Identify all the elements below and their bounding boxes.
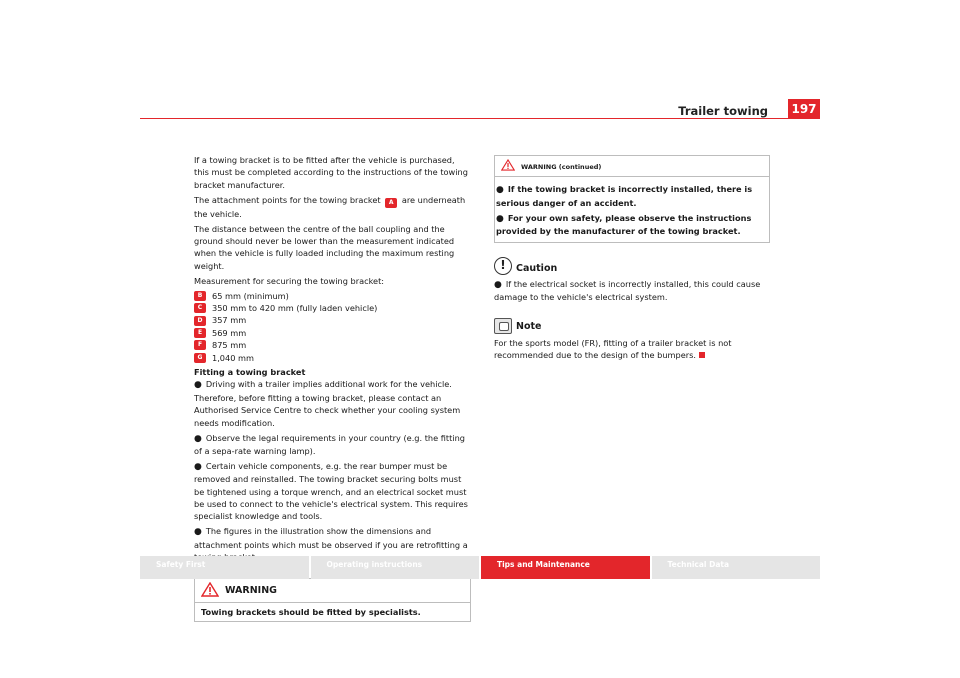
measurement-item xyxy=(194,327,471,339)
measurement-value: 350 mm to 420 mm (fully laden vehicle) xyxy=(212,303,378,314)
tab-technical-data[interactable]: Technical Data xyxy=(652,556,821,579)
tab-operating-instructions[interactable]: Operating instructions xyxy=(311,556,480,579)
bullet-item xyxy=(194,432,471,458)
header-divider xyxy=(140,118,820,119)
footer-nav xyxy=(140,556,820,579)
marker-c: C xyxy=(194,303,206,313)
right-column xyxy=(494,155,770,364)
measurement-value: 569 mm xyxy=(212,327,247,338)
measurement-item xyxy=(194,302,471,314)
warning-continued-header xyxy=(495,156,769,177)
caution-icon: ! xyxy=(494,257,512,275)
warning-continued-body xyxy=(495,177,769,242)
bullet-text: Driving with a trailer implies additional work for the vehicle. Therefore, before fitting a towing bracket, please contact an Authorised Service Centre to check whether your cooling system needs modification. xyxy=(194,379,461,428)
warning-continued-box xyxy=(494,155,770,243)
note-label: Note xyxy=(516,321,542,333)
measurement-item xyxy=(194,339,471,351)
warning-header xyxy=(195,579,470,602)
caution-header xyxy=(494,257,770,275)
bullet-text: Observe the legal requirements in your country (e.g. the fitting of a sepa-rate warning lamp). xyxy=(194,432,465,456)
bullet-item xyxy=(194,378,471,429)
measurement-value: 357 mm xyxy=(212,315,247,326)
bullet-icon: ● xyxy=(194,433,202,444)
note-paragraph xyxy=(494,337,770,362)
bullet-icon: ● xyxy=(194,380,202,391)
attachment-text-post: are underneath the vehicle. xyxy=(194,194,466,219)
intro-paragraph: If a towing bracket is to be fitted after the vehicle is purchased, this must be completed according to the instructions of the towing bracket manufacturer. xyxy=(194,155,468,190)
bullet-text: If the towing bracket is incorrectly installed, there is serious danger of an accident. xyxy=(496,184,753,208)
warning-text: Towing brackets should be fitted by specialists. xyxy=(195,602,470,621)
bullet-text: Certain vehicle components, e.g. the rear bumper must be removed and reinstalled. The towing bracket securing bolts must be tightened using a torque wrench, and an electrical socket must be used to connect to the vehicle's electrical system. This requires specialist knowledge and tools. xyxy=(194,460,468,522)
page-title: Trailer towing xyxy=(678,104,768,118)
marker-b: B xyxy=(194,291,206,301)
bullet-item xyxy=(194,460,471,523)
measurement-title: Measurement for securing the towing bracket: xyxy=(194,275,385,286)
warning-label: WARNING xyxy=(225,584,277,596)
attachment-text-pre: The attachment points for the towing bracket xyxy=(194,194,381,205)
left-column xyxy=(194,154,471,622)
marker-d: D xyxy=(194,316,206,326)
measurement-value: 65 mm (minimum) xyxy=(212,290,289,301)
bullet-item xyxy=(496,212,768,238)
marker-e: E xyxy=(194,328,206,338)
bullet-icon: ● xyxy=(496,185,504,196)
fitting-heading: Fitting a towing bracket xyxy=(194,367,306,377)
measurement-value: 875 mm xyxy=(212,340,247,351)
warning-triangle-icon xyxy=(501,159,515,174)
bullet-icon: ● xyxy=(194,527,202,538)
page-number: 197 xyxy=(788,99,820,119)
marker-f: F xyxy=(194,340,206,350)
caution-text: If the electrical socket is incorrectly installed, this could cause damage to the vehicle's electrical system. xyxy=(494,279,761,303)
section-end-icon xyxy=(699,352,705,358)
marker-g: G xyxy=(194,353,206,363)
measurement-item xyxy=(194,352,471,364)
note-icon xyxy=(494,318,512,334)
caution-label: Caution xyxy=(516,262,558,274)
bullet-text: For your own safety, please observe the instructions provided by the manufacturer of the towing bracket. xyxy=(496,212,752,237)
bullet-icon: ● xyxy=(194,461,202,472)
caution-item xyxy=(494,278,770,304)
warning-triangle-icon xyxy=(201,582,219,600)
measurement-item xyxy=(194,314,471,326)
warning-box xyxy=(194,578,471,623)
attachment-paragraph xyxy=(194,194,471,220)
bullet-text: The figures in the illustration show the dimensions and attachment points which must be observed if you are retrofitting a xyxy=(194,526,468,550)
distance-paragraph: The distance between the centre of the ball coupling and the ground should never be lower than the measurement indicated when the vehicle is fully loaded including the maximum resting weight. xyxy=(194,223,455,271)
bullet-item xyxy=(496,183,768,209)
measurement-value: 1,040 mm xyxy=(212,352,254,363)
tab-tips-and-maintenance[interactable]: Tips and Maintenance xyxy=(481,556,650,579)
bullet-icon: ● xyxy=(496,213,504,224)
note-text: For the sports model (FR), fitting of a trailer bracket is not recommended due to the design of the bumpers. xyxy=(494,337,732,361)
tab-safety-first[interactable]: Safety First xyxy=(140,556,309,579)
measurement-item xyxy=(194,290,471,302)
warning-continued-label: WARNING (continued) xyxy=(521,162,602,171)
note-header xyxy=(494,318,770,334)
bullet-icon: ● xyxy=(494,280,502,291)
marker-a: A xyxy=(385,198,397,208)
measurement-list xyxy=(194,290,471,364)
